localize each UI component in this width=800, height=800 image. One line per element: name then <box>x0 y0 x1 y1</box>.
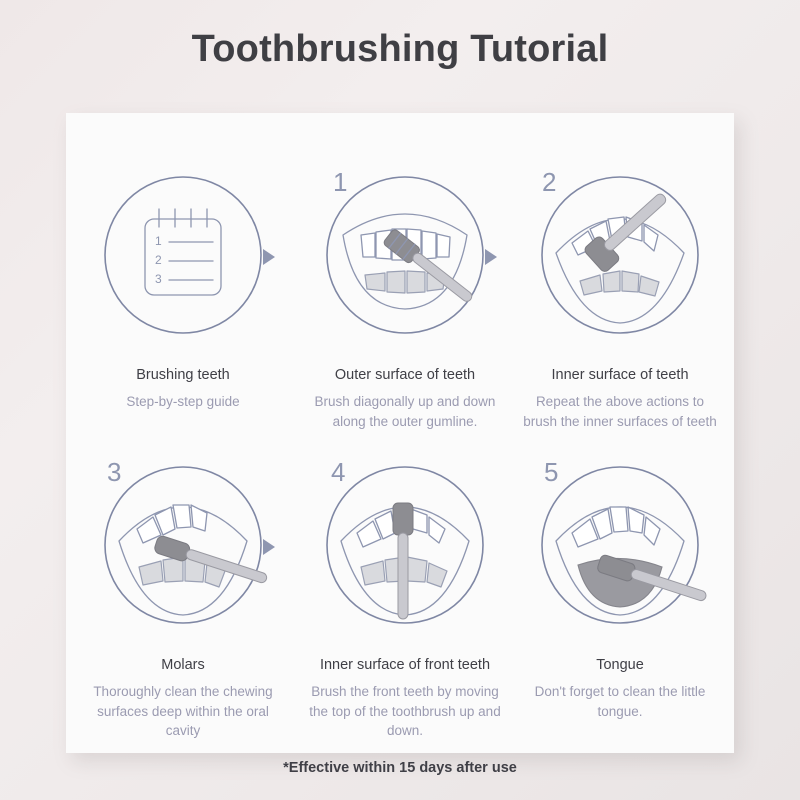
step-label: Tongue <box>596 657 644 673</box>
step-number: 4 <box>331 457 346 487</box>
step-label: Inner surface of teeth <box>551 367 689 383</box>
mouth-inner-brush-icon <box>509 157 731 357</box>
step-description: Repeat the above actions to brush the inner surfaces of teeth <box>523 394 717 429</box>
step-label: Molars <box>161 657 205 673</box>
step-number: 1 <box>333 167 348 197</box>
step-number: 2 <box>542 167 557 197</box>
tongue-brush-icon <box>509 447 731 647</box>
content-card <box>66 113 734 753</box>
step-description: Brush the front teeth by moving the top of the toothbrush up and down. <box>309 684 501 739</box>
mouth-front-inner-brush-icon <box>294 447 516 647</box>
step-description: Brush diagonally up and down along the outer gumline. <box>314 394 496 429</box>
step-number: 3 <box>107 457 122 487</box>
step-label: Brushing teeth <box>136 367 230 383</box>
page-title: Toothbrushing Tutorial <box>191 28 609 70</box>
steps-grid <box>66 135 734 739</box>
mouth-outer-brush-icon <box>294 157 516 357</box>
step-item-tongue <box>509 447 731 721</box>
step-item-front-inner <box>294 447 516 741</box>
step-description: Thoroughly clean the chewing surfaces deep within the oral cavity <box>93 684 273 739</box>
step-label: Outer surface of teeth <box>334 367 476 383</box>
checklist-number-1: 1 <box>155 234 162 248</box>
footnote: *Effective within 15 days after use <box>283 760 517 776</box>
checklist-icon <box>72 157 294 357</box>
step-description: Don't forget to clean the little tongue. <box>534 684 706 719</box>
step-description: Step-by-step guide <box>126 394 240 409</box>
step-label: Inner surface of front teeth <box>319 657 491 673</box>
step-item-outer-surface <box>294 157 516 431</box>
checklist-number-3: 3 <box>155 272 162 286</box>
mouth-molar-brush-icon <box>72 447 294 647</box>
checklist-number-2: 2 <box>155 253 162 267</box>
step-item-brushing-teeth <box>72 157 294 412</box>
step-number: 5 <box>544 457 559 487</box>
step-item-molars <box>72 447 294 741</box>
step-item-inner-surface <box>509 157 731 431</box>
